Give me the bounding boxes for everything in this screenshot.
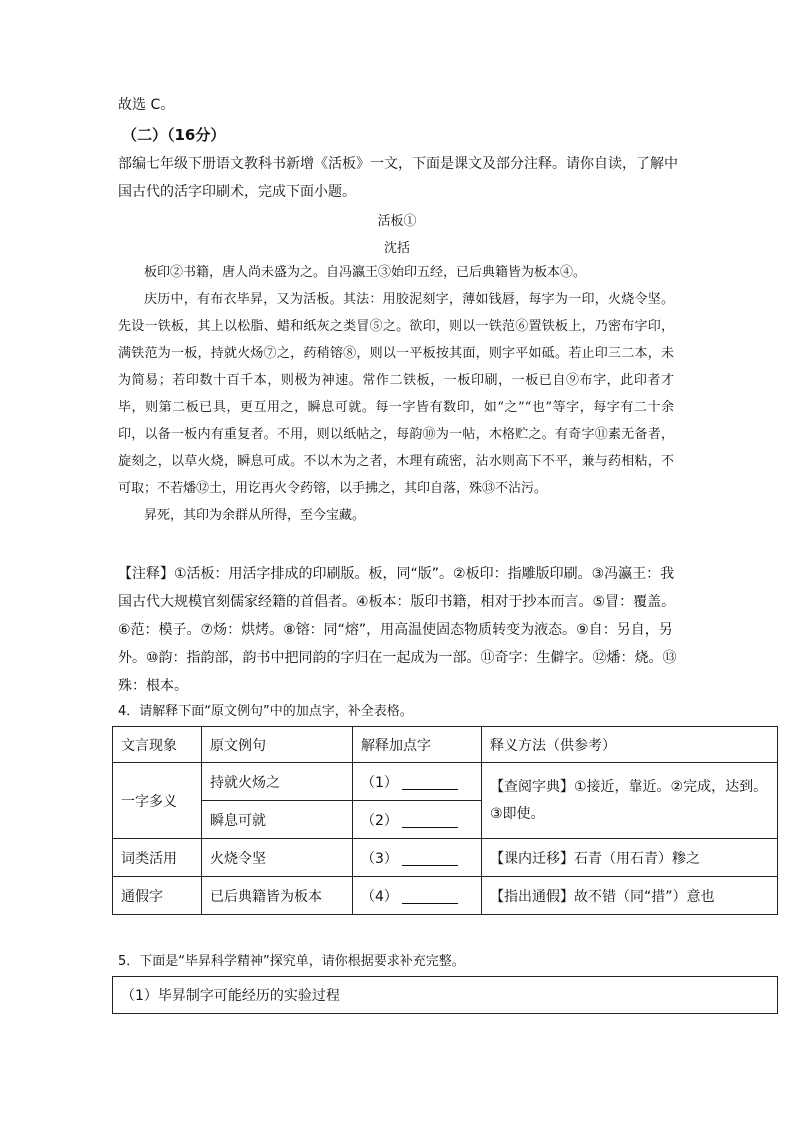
table-header: 解释加点字 (353, 727, 482, 763)
classical-paragraph: 昇死，其印为余群从所得，至今宝藏。 (144, 508, 366, 523)
table-header: 释义方法（供参考） (482, 727, 778, 763)
classical-paragraph: 板印②书籍，唐人尚未盛为之。自冯瀛王③始印五经，已后典籍皆为板本④。 (144, 265, 587, 280)
answer-table (112, 726, 778, 915)
inquiry-box-label: （1）毕昇制字可能经历的实验过程 (121, 988, 340, 1004)
table-cell: 一字多义 (113, 763, 202, 839)
table-cell: 【查阅字典】①接近，靠近。②完成，达到。③即使。 (482, 763, 778, 839)
table-cell: 火烧令坚 (202, 839, 353, 877)
answer-blank[interactable] (402, 813, 458, 828)
table-row (113, 763, 778, 801)
table-header: 文言现象 (113, 727, 202, 763)
blank-cell (353, 839, 482, 877)
blank-cell (353, 801, 482, 839)
blank-number: （3） (361, 850, 398, 867)
classical-paragraph: 庆历中，有布衣毕昇，又为活板。其法：用胶泥刻字，薄如钱唇，每字为一印，火烧令坚。先设一铁板，其上以松脂、蜡和纸灰之类冒⑤之。欲印，则以一铁范⑥置铁板上，乃密布字印，满铁范为一板，持就火炀⑦之，药稍镕⑧，则以一平板按其面，则字平如砥。若止印三二本，未为简易；若印数十百千本，则极为神速。常作二铁板，一板印刷，一板已自⑨布字，此印者才毕，则第二板已具，更互用之，瞬息可就。每一字皆有数印，如“之”“也”等字，每字有二十余印，以备一板内有重复者。不用，则以纸帖之，每韵⑩为一帖，木格贮之。有奇字⑪素无备者，旋刻之，以草火烧，瞬息可成。不以木为之者，木理有疏密，沾水则高下不平，兼与药相粘，不可取；不若燔⑫土，用讫再火令药镕，以手拂之，其印自落，殊⑬不沾污。 (118, 292, 674, 496)
table-row (113, 839, 778, 877)
answer-blank[interactable] (402, 775, 458, 790)
table-cell: 持就火炀之 (202, 763, 353, 801)
blank-number: （4） (361, 888, 398, 905)
text-author: 沈括 (383, 241, 410, 256)
blank-cell (353, 763, 482, 801)
table-header-row (113, 727, 778, 763)
table-cell: 通假字 (113, 877, 202, 915)
blank-number: （2） (361, 812, 398, 829)
question-4: 4．请解释下面“原文例句”中的加点字，补全表格。 (118, 704, 413, 719)
table-cell: 【课内迁移】石青（用石青）糁之 (482, 839, 778, 877)
table-cell: 【指出通假】故不错（同“措”）意也 (482, 877, 778, 915)
classical-text (118, 259, 674, 529)
text-title: 活板① (377, 214, 417, 229)
table-cell: 已后典籍皆为板本 (202, 877, 353, 915)
question-5: 5．下面是“毕昇科学精神”探究单，请你根据要求补充完整。 (118, 954, 465, 969)
table-header: 原文例句 (202, 727, 353, 763)
section-title: （二）（16分） (122, 126, 226, 144)
table-row (113, 877, 778, 915)
answer-line: 故选 C。 (118, 97, 175, 113)
notes-section: 【注释】①活板：用活字排成的印刷版。板，同“版”。②板印：指雕版印刷。③冯瀛王：我国古代大规模官刻儒家经籍的首倡者。④板本：版印书籍，相对于抄本而言。⑤冒：覆盖。⑥范：模子。⑦炀：烘烤。⑧镕：同“熔”，用高温使固态物质转变为液态。⑨自：另自，另外。⑩韵：指韵部，韵书中把同韵的字归在一起成为一部。⑪奇字：生僻字。⑫燔：烧。⑬殊：根本。 (118, 566, 677, 694)
table-cell: 瞬息可就 (202, 801, 353, 839)
answer-blank[interactable] (402, 851, 458, 866)
intro-paragraph: 部编七年级下册语文教科书新增《活板》一文，下面是课文及部分注释。请你自读，了解中国古代的活字印刷术，完成下面小题。 (118, 156, 678, 200)
blank-cell (353, 877, 482, 915)
blank-number: （1） (361, 774, 398, 791)
inquiry-box (112, 976, 778, 1014)
answer-blank[interactable] (402, 889, 458, 904)
table-cell: 词类活用 (113, 839, 202, 877)
